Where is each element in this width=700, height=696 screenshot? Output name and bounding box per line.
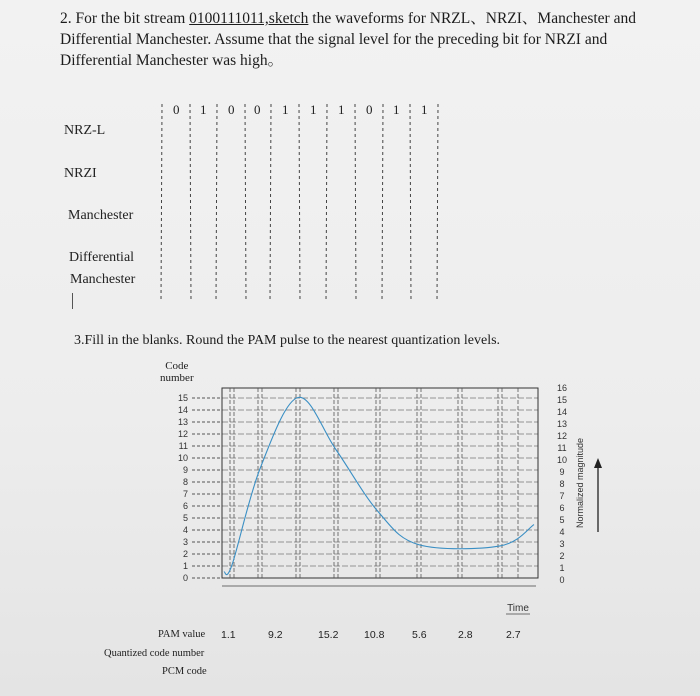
row-label-manchester: Manchester [68,208,134,223]
pam-value-label: PAM value [158,629,206,640]
right-axis-tick-label: 11 [557,443,567,453]
right-axis-tick-label: 5 [559,515,565,525]
bit-label: 1 [200,102,207,117]
bit-label: 0 [254,102,261,117]
right-axis-tick-label: 13 [556,419,568,429]
left-axis-tick-label: 3 [182,537,188,547]
question-2-text: 2. For the bit stream 0100111011,sketch the waveforms for NRZL、NRZI、Manchester and Differential Manchester. Assume that the signal level for the preceding bit for NRZI and Differential Manchester was high。 [60,10,636,69]
right-axis-tick-label: 14 [556,407,568,417]
chart-frame [222,388,538,578]
left-axis-tick-label: 9 [182,465,188,475]
row-label-differential: Differential [69,250,135,265]
right-axis-label: Normalized magnitude [575,437,585,528]
pam-value: 10.8 [364,629,385,641]
left-axis-tick-label: 5 [182,513,188,523]
bit-label: 1 [421,102,428,117]
row-label-nrzl: NRZ-L [64,123,106,138]
row-label-differential-manchester: Manchester [70,272,136,287]
arrow-head-icon [594,458,602,468]
right-axis-tick-label: 0 [559,575,565,585]
row-label-nrzi: NRZI [64,166,97,181]
left-axis-tick-label: 6 [182,501,188,511]
bit-label: 0 [366,102,373,117]
right-axis-tick-label: 2 [559,551,565,561]
right-axis-tick-label: 16 [556,383,568,393]
right-axis-tick-label: 3 [559,539,565,549]
right-axis-tick-label: 9 [559,467,565,477]
bit-label: 0 [173,102,180,117]
left-axis-tick-label: 14 [177,405,188,415]
pam-value: 9.2 [268,629,283,641]
question-3-text: 3.Fill in the blanks. Round the PAM pulse to the nearest quantization levels. [74,333,501,348]
pam-value: 15.2 [318,629,339,641]
left-axis-tick-label: 4 [182,525,188,535]
right-axis-tick-label: 12 [556,431,568,441]
bit-label: 1 [338,102,345,117]
right-axis-tick-label: 15 [556,395,568,405]
time-axis-label: Time [507,603,529,614]
pam-value: 5.6 [412,629,427,641]
pam-value: 2.8 [458,629,473,641]
pam-value: 2.7 [506,629,521,641]
pam-value: 1.1 [221,629,236,641]
bit-label: 1 [393,102,400,117]
right-axis-tick-label: 6 [559,503,565,513]
right-axis-tick-label: 7 [559,491,565,501]
left-axis-tick-label: 13 [177,417,188,427]
analog-signal-curve [224,397,534,574]
left-axis-tick-label: 10 [177,453,188,463]
left-axis-tick-label: 7 [182,489,188,499]
quantized-code-label: Quantized code number [104,648,205,659]
bitstream-text: 0100111011,sketch [189,10,309,27]
right-axis-tick-label: 1 [559,563,565,573]
right-axis-tick-label: 8 [559,479,565,489]
left-axis-tick-label: 12 [177,429,188,439]
code-number-label: Code number [160,360,194,384]
left-axis-tick-label: 15 [177,393,188,403]
bit-label: 1 [310,102,317,117]
left-axis-tick-label: 2 [182,549,188,559]
bit-label: 1 [282,102,289,117]
right-axis-tick-label: 10 [556,455,568,465]
left-axis-tick-label: 0 [182,573,188,583]
right-axis-tick-label: 4 [559,527,565,537]
left-axis-tick-label: 8 [182,477,188,487]
bit-label: 0 [228,102,235,117]
left-axis-tick-label: 1 [182,561,188,571]
pcm-code-label: PCM code [162,666,207,677]
question-2-number: 2. [60,10,72,27]
left-axis-tick-label: 11 [178,441,188,451]
